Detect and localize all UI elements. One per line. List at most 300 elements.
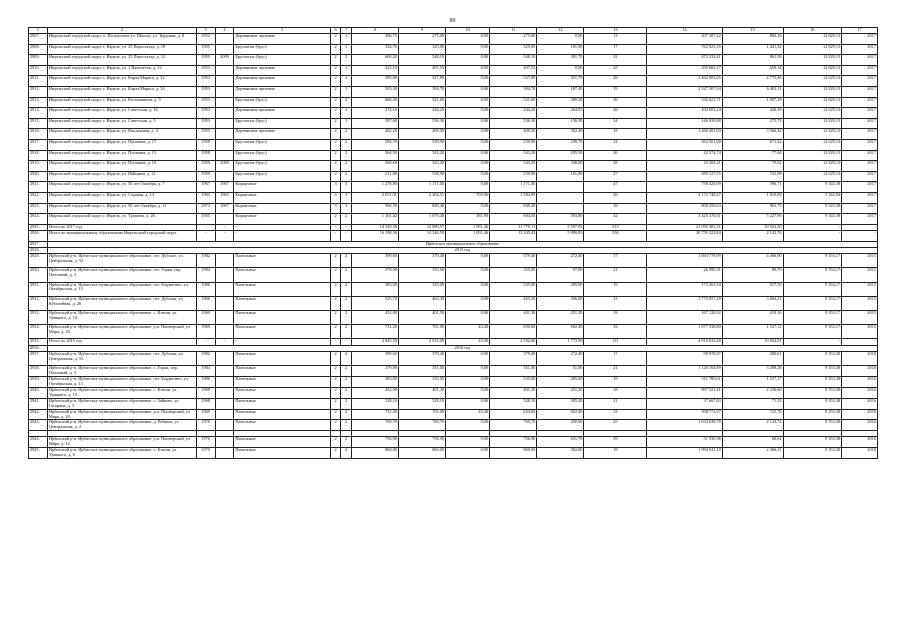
value-cell: 2017	[842, 192, 878, 203]
row-number-cell: 2913.	[29, 97, 48, 108]
value-cell: 497,53	[398, 65, 445, 76]
value-cell: 3	[341, 182, 351, 193]
value-cell: 9 353,38	[783, 366, 842, 377]
value-cell: 2	[341, 55, 351, 66]
table-row	[29, 150, 878, 161]
row-number-cell: 2940.	[29, 387, 48, 398]
value-cell: 24	[584, 139, 647, 150]
value-cell: 0,00	[446, 171, 490, 182]
table-row	[29, 55, 878, 66]
value-cell: 1 091,46	[446, 230, 490, 241]
value-cell: 12 829,13	[783, 150, 842, 161]
value-cell: 0,00	[446, 398, 490, 409]
value-cell: 594,70	[351, 139, 398, 150]
value-cell: 503,30	[351, 86, 398, 97]
row-number-cell: 2944.	[29, 436, 48, 447]
value-cell: 1958	[196, 139, 215, 150]
value-cell: 12 829,13	[783, 86, 842, 97]
value-cell: 12 829,13	[783, 108, 842, 119]
value-cell: 244,20	[398, 108, 445, 119]
value-cell: 1	[341, 65, 351, 76]
value-cell: Деревянные щитовые	[234, 86, 330, 97]
value-cell: 508 773,97	[647, 409, 722, 420]
value-cell: 12 829,13	[783, 44, 842, 55]
value-cell: 2 366,31	[722, 447, 783, 458]
value-cell: 6 403,11	[722, 86, 783, 97]
value-cell: 2	[341, 325, 351, 339]
value-cell: 860,00	[490, 447, 537, 458]
value-cell: 426,16	[722, 108, 783, 119]
value-cell: 1955	[196, 214, 215, 225]
value-cell: 2 582,60	[490, 339, 537, 345]
value-cell: 401,30	[490, 310, 537, 324]
value-cell: 181,90	[537, 44, 584, 55]
value-cell: -	[783, 230, 842, 241]
value-cell: 2 615,00	[398, 339, 445, 345]
value-cell: 543,20	[490, 161, 537, 172]
value-cell: 18	[584, 387, 647, 398]
value-cell: 4	[330, 192, 340, 203]
value-cell: 2	[341, 97, 351, 108]
address-cell: Ивдельский городской округ, г. Ивдель, ул. Пушкина, д. 15	[47, 150, 196, 161]
table-row	[29, 44, 878, 55]
value-cell: 12 829,13	[783, 34, 842, 45]
value-cell: 17	[584, 44, 647, 55]
value-cell: 9 353,38	[783, 376, 842, 387]
value-cell: 472 232,41	[647, 55, 722, 66]
value-cell: 543,20	[398, 161, 445, 172]
value-cell: 1969	[196, 409, 215, 420]
value-cell: -	[234, 224, 330, 230]
value-cell: 392,00	[537, 447, 584, 458]
value-cell: 181,80	[537, 171, 584, 182]
row-number-cell: 2920.	[29, 171, 48, 182]
value-cell: 25	[584, 420, 647, 431]
value-cell: 13	[584, 34, 647, 45]
value-cell: 1 091,46	[446, 224, 490, 230]
table-row	[29, 139, 878, 150]
column-index: 9	[398, 28, 445, 34]
value-cell: 521,60	[490, 97, 537, 108]
row-number-cell: 2942.	[29, 409, 48, 420]
value-cell: 280,50	[537, 97, 584, 108]
value-cell: 12 829,13	[783, 97, 842, 108]
value-cell: 409,50	[398, 129, 445, 140]
value-cell: 2017	[842, 34, 878, 45]
value-cell: 2	[341, 366, 351, 377]
address-cell: Ивдельский городской округ, г. Ивдель, ул. 1 Пятилетки, д. 12	[47, 65, 196, 76]
value-cell	[537, 203, 584, 214]
value-cell: 12 829,13	[783, 129, 842, 140]
value-cell: 0,00	[537, 34, 584, 45]
value-cell: 1 126 164,89	[647, 366, 722, 377]
column-index: 2	[47, 28, 196, 34]
address-cell: Ирбитский р-н, Ирбитское муниципальное образование, пгт. Дубское, ул. Центральная, д. 52	[47, 254, 196, 268]
value-cell: 762 023,16	[647, 44, 722, 55]
page-number: 80	[449, 18, 456, 24]
value-cell: Кирпичные	[234, 214, 330, 225]
value-cell: 2015	[842, 282, 878, 296]
value-cell: 0,00	[446, 203, 490, 214]
address-cell: Ивдельский городской округ, г. Ивдель, ул. Трошева, д. 26	[47, 214, 196, 225]
address-cell: Ирбитский р-н, Ирбитское муниципальное образование, с. Горки, пер. Почтовый, д. 3	[47, 366, 196, 377]
value-cell: 1 079,40	[398, 214, 445, 225]
value-cell: 275,00	[490, 34, 537, 45]
value-cell: 1 810,69	[722, 192, 783, 203]
value-cell: Панельные	[234, 282, 330, 296]
table-row	[29, 376, 878, 387]
value-cell: 381,90	[446, 214, 490, 225]
value-cell: 1953	[196, 97, 215, 108]
value-cell: 2015	[842, 325, 878, 339]
value-cell: 2	[330, 310, 340, 324]
value-cell: Брусчатые (брус)	[234, 161, 330, 172]
value-cell: 9 353,38	[783, 387, 842, 398]
row-number-cell: 2916.	[29, 129, 48, 140]
address-cell: Ивдельский городской округ, г. Ивдель, ул. Карла Маркса, д. 32	[47, 76, 196, 87]
table-row	[29, 97, 878, 108]
value-cell: 1 773,90	[537, 339, 584, 345]
column-index: 3	[196, 28, 215, 34]
value-cell: 556	[584, 230, 647, 241]
value-cell: 1 462 903,65	[647, 76, 722, 87]
value-cell: 539,90	[490, 139, 537, 150]
address-cell: Итого по муниципальному образованию Ивдельский городской округ	[47, 230, 196, 241]
column-index: 12	[537, 28, 584, 34]
value-cell: 389 127,55	[647, 171, 722, 182]
value-cell: -	[783, 339, 842, 345]
value-cell: 18	[584, 447, 647, 458]
address-cell: Ирбитский р-н, Ирбитское муниципальное образование, с. Зайково, ул. Гагарина, д. 3	[47, 398, 196, 409]
value-cell: 1 770 057,28	[647, 296, 722, 310]
value-cell: 329,00	[490, 44, 537, 55]
value-cell: 409,50	[490, 129, 537, 140]
value-cell	[215, 65, 234, 76]
value-cell	[215, 376, 234, 387]
value-cell: 187,40	[537, 86, 584, 97]
value-cell: 758 420,09	[647, 182, 722, 193]
table-row	[29, 398, 878, 409]
address-cell: Итого по 2017 год	[47, 224, 196, 230]
value-cell: 0,00	[446, 420, 490, 431]
value-cell: -	[330, 224, 340, 230]
value-cell: -	[842, 224, 878, 230]
value-cell: 3	[330, 203, 340, 214]
value-cell	[215, 34, 234, 45]
value-cell: 2	[341, 254, 351, 268]
value-cell: 0,00	[446, 182, 490, 193]
value-cell: Деревянные щитовые	[234, 65, 330, 76]
row-number-cell: 2937.	[29, 351, 48, 365]
address-cell: Ирбитский р-н, Ирбитское муниципальное образование, с. Ключи, ул. Урицкого, д. 8	[47, 447, 196, 458]
value-cell: 394,70	[490, 86, 537, 97]
value-cell: 0,00	[446, 34, 490, 45]
table-row	[29, 447, 878, 458]
value-cell: 966,50	[351, 203, 398, 214]
value-cell: 543,20	[398, 150, 445, 161]
value-cell: 3 208,28	[722, 366, 783, 377]
value-cell: 756,90	[398, 436, 445, 447]
value-cell: 1 278,80	[351, 182, 398, 193]
value-cell: 2017	[842, 150, 878, 161]
row-number-cell: 2930.	[29, 268, 48, 282]
value-cell	[215, 420, 234, 431]
value-cell: 43,40	[446, 409, 490, 420]
value-cell: 2	[341, 296, 351, 310]
value-cell: 47	[584, 182, 647, 193]
value-cell: 2	[330, 366, 340, 377]
row-number-cell: 2909.	[29, 55, 48, 66]
value-cell: 1	[341, 108, 351, 119]
value-cell: 285,00	[537, 282, 584, 296]
value-cell: 296,75	[351, 34, 398, 45]
address-cell: Ирбитский р-н, Ирбитское муниципальное образование, с. Ключи, ул. Урицкого, д. 10	[47, 310, 196, 324]
value-cell: 264,05	[537, 108, 584, 119]
value-cell: 418,16	[722, 310, 783, 324]
value-cell: 2	[330, 34, 340, 45]
value-cell: 335,00	[490, 282, 537, 296]
column-index: 6	[330, 28, 340, 34]
value-cell: 295,50	[537, 150, 584, 161]
value-cell: 80,79	[722, 268, 783, 282]
column-index: 14	[647, 28, 722, 34]
value-cell: 3	[341, 203, 351, 214]
value-cell: 1984	[196, 268, 215, 282]
value-cell: 2	[330, 65, 340, 76]
value-cell: 722,08	[722, 171, 783, 182]
value-cell: Брусчатые (брус)	[234, 139, 330, 150]
value-cell: -	[215, 224, 234, 230]
value-cell: 497,53	[490, 65, 537, 76]
value-cell: 2009	[215, 161, 234, 172]
row-number-cell: 2924.	[29, 214, 48, 225]
value-cell: 12 829,13	[783, 171, 842, 182]
value-cell: -	[196, 224, 215, 230]
table-row	[29, 108, 878, 119]
value-cell: -	[196, 339, 215, 345]
address-cell: Ирбитский р-н, Ирбитское муниципальное образование, пгт. Бердюгино, ул. Октябрьская, д. 13	[47, 376, 196, 387]
value-cell: 32	[584, 55, 647, 66]
value-cell: 9 353,38	[783, 398, 842, 409]
value-cell: 18	[584, 310, 647, 324]
value-cell	[215, 387, 234, 398]
value-cell: 2016	[842, 420, 878, 431]
value-cell: 2	[341, 214, 351, 225]
row-number-cell: 2921.	[29, 182, 48, 193]
value-cell: 1 527,17	[722, 376, 783, 387]
value-cell: 2	[330, 325, 340, 339]
value-cell: 860,00	[398, 447, 445, 458]
value-cell: 43,40	[446, 325, 490, 339]
row-number-cell: 2926.	[29, 230, 48, 241]
value-cell: 703,96	[446, 192, 490, 203]
column-index: 8	[351, 28, 398, 34]
value-cell: 21	[584, 366, 647, 377]
value-cell: 1	[341, 76, 351, 87]
value-cell: 355,00	[490, 268, 537, 282]
value-cell: 14 346,59	[398, 230, 445, 241]
value-cell: 1 537,12	[722, 325, 783, 339]
value-cell: 3	[341, 192, 351, 203]
column-index: 4	[215, 28, 234, 34]
table-row	[29, 436, 878, 447]
value-cell: 379,00	[351, 268, 398, 282]
value-cell: 21	[584, 398, 647, 409]
value-cell: 3 566,42	[722, 129, 783, 140]
value-cell: 1 077 538,80	[647, 325, 722, 339]
value-cell: 2017	[842, 97, 878, 108]
value-cell: 33	[584, 325, 647, 339]
value-cell: Деревянные щитовые	[234, 76, 330, 87]
value-cell: 2	[330, 398, 340, 409]
value-cell: 1986	[196, 376, 215, 387]
value-cell: 26	[584, 192, 647, 203]
value-cell: 602,40	[537, 325, 584, 339]
address-cell: Ивдельский городской округ, г. Ивдель, ул. 25 Партсъезда, д. 19	[47, 44, 196, 55]
value-cell: -	[783, 224, 842, 230]
value-cell: 452,00	[351, 387, 398, 398]
row-number-cell: 2910.	[29, 65, 48, 76]
value-cell: 1	[341, 34, 351, 45]
value-cell: 1952	[196, 34, 215, 45]
value-cell: 36	[584, 97, 647, 108]
value-cell: 1973	[196, 203, 215, 214]
value-cell: 51,00	[537, 366, 584, 377]
value-cell	[215, 108, 234, 119]
value-cell: 849,40	[490, 203, 537, 214]
table-row	[29, 325, 878, 339]
value-cell: 9 353,38	[783, 420, 842, 431]
value-cell: 2	[341, 398, 351, 409]
value-cell: 2	[330, 118, 340, 129]
value-cell: 600,20	[351, 55, 398, 66]
value-cell: Панельные	[234, 325, 330, 339]
table-row	[29, 129, 878, 140]
value-cell: 173 263,34	[647, 282, 722, 296]
address-cell: Ирбитский р-н, Ирбитское муниципальное образование, пгт. Горки, пер. Почтовый, д. 3	[47, 268, 196, 282]
value-cell: 654,60	[490, 409, 537, 420]
row-number-cell: 2908.	[29, 44, 48, 55]
value-cell: 0,00	[446, 310, 490, 324]
value-cell: 2	[330, 214, 340, 225]
value-cell: 335,00	[398, 282, 445, 296]
value-cell: 463,30	[398, 296, 445, 310]
value-cell: 2	[341, 387, 351, 398]
value-cell: 20 759 322,84	[647, 230, 722, 241]
column-index: 5	[234, 28, 330, 34]
value-cell: Панельные	[234, 351, 330, 365]
value-cell: Деревянные щитовые	[234, 108, 330, 119]
value-cell: 33	[584, 409, 647, 420]
table-row	[29, 366, 878, 377]
column-index: 7	[341, 28, 351, 34]
table-row	[29, 351, 878, 365]
value-cell: 2017	[842, 86, 878, 97]
value-cell: 295 665,17	[647, 65, 722, 76]
row-number-cell: 2925.	[29, 224, 48, 230]
row-number-cell: 2927.	[29, 241, 48, 247]
value-cell: 280,61	[722, 351, 783, 365]
table-row	[29, 254, 878, 268]
value-cell: 2	[330, 387, 340, 398]
value-cell: 0,00	[446, 376, 490, 387]
value-cell: 23	[584, 296, 647, 310]
value-cell: 861,58	[722, 55, 783, 66]
row-number-cell: 2941.	[29, 398, 48, 409]
value-cell: 28	[584, 161, 647, 172]
value-cell: 0,00	[446, 118, 490, 129]
table-row	[29, 310, 878, 324]
value-cell: -	[341, 339, 351, 345]
value-cell: 0,00	[446, 366, 490, 377]
value-cell: 631,70	[537, 436, 584, 447]
row-number-cell: 2939.	[29, 376, 48, 387]
value-cell: 548,10	[398, 55, 445, 66]
value-cell: 2017	[842, 108, 878, 119]
value-cell: -	[196, 230, 215, 241]
value-cell: 1955	[196, 55, 215, 66]
value-cell: 43,40	[446, 339, 490, 345]
value-cell: 399,60	[351, 254, 398, 268]
address-cell: Ирбитский р-н, Ирбитское муниципальное образование, с. Ключи, ул. Урицкого, д. 10	[47, 387, 196, 398]
value-cell	[215, 310, 234, 324]
address-cell: Ирбитский р-н, Ирбитское муниципальное образование, пгт. Дубская, ул. Юбилейная, д. 28	[47, 296, 196, 310]
table-row	[29, 161, 878, 172]
value-cell: Панельные	[234, 420, 330, 431]
value-cell	[215, 254, 234, 268]
value-cell: 0,00	[446, 282, 490, 296]
value-cell: 131	[584, 339, 647, 345]
value-cell: 2	[341, 436, 351, 447]
value-cell: 2 845,50	[351, 339, 398, 345]
value-cell: 29	[584, 76, 647, 87]
value-cell: 1970	[196, 447, 215, 458]
value-cell: 3 425 370,51	[647, 214, 722, 225]
value-cell: 19	[584, 282, 647, 296]
address-cell: Ивдельский городской округ, г. Ивдель, ул. 50 лет Октября, д. 7	[47, 182, 196, 193]
value-cell: 1955	[196, 44, 215, 55]
value-cell: 525,70	[351, 296, 398, 310]
value-cell: 511 789,61	[647, 376, 722, 387]
value-cell: 0,00	[446, 150, 490, 161]
value-cell: 0,00	[446, 97, 490, 108]
column-index: 16	[783, 28, 842, 34]
value-cell: Панельные	[234, 387, 330, 398]
column-index: 13	[584, 28, 647, 34]
value-cell: 2	[330, 129, 340, 140]
table-row	[29, 203, 878, 214]
value-cell: 596,71	[722, 182, 783, 193]
value-cell: 0,00	[446, 108, 490, 119]
value-cell: 146 939,88	[647, 118, 722, 129]
value-cell: 9 353,38	[783, 447, 842, 458]
value-cell	[215, 351, 234, 365]
value-cell: -	[234, 230, 330, 241]
value-cell: 1 694 779,99	[647, 254, 722, 268]
value-cell: 2 236,66	[722, 387, 783, 398]
value-cell: 9 353,17	[783, 296, 842, 310]
value-cell: 1986	[196, 282, 215, 296]
value-cell: 4 466,90	[722, 254, 783, 268]
value-cell: 274,10	[351, 108, 398, 119]
address-cell: Ивдельский городской округ, г. Ивдель, ул. Советская, д. 5	[47, 118, 196, 129]
value-cell: 379,00	[351, 366, 398, 377]
value-cell	[215, 296, 234, 310]
value-cell: 756,90	[351, 436, 398, 447]
value-cell: 1953	[196, 86, 215, 97]
value-cell: 306,80	[537, 296, 584, 310]
value-cell: -	[341, 230, 351, 241]
